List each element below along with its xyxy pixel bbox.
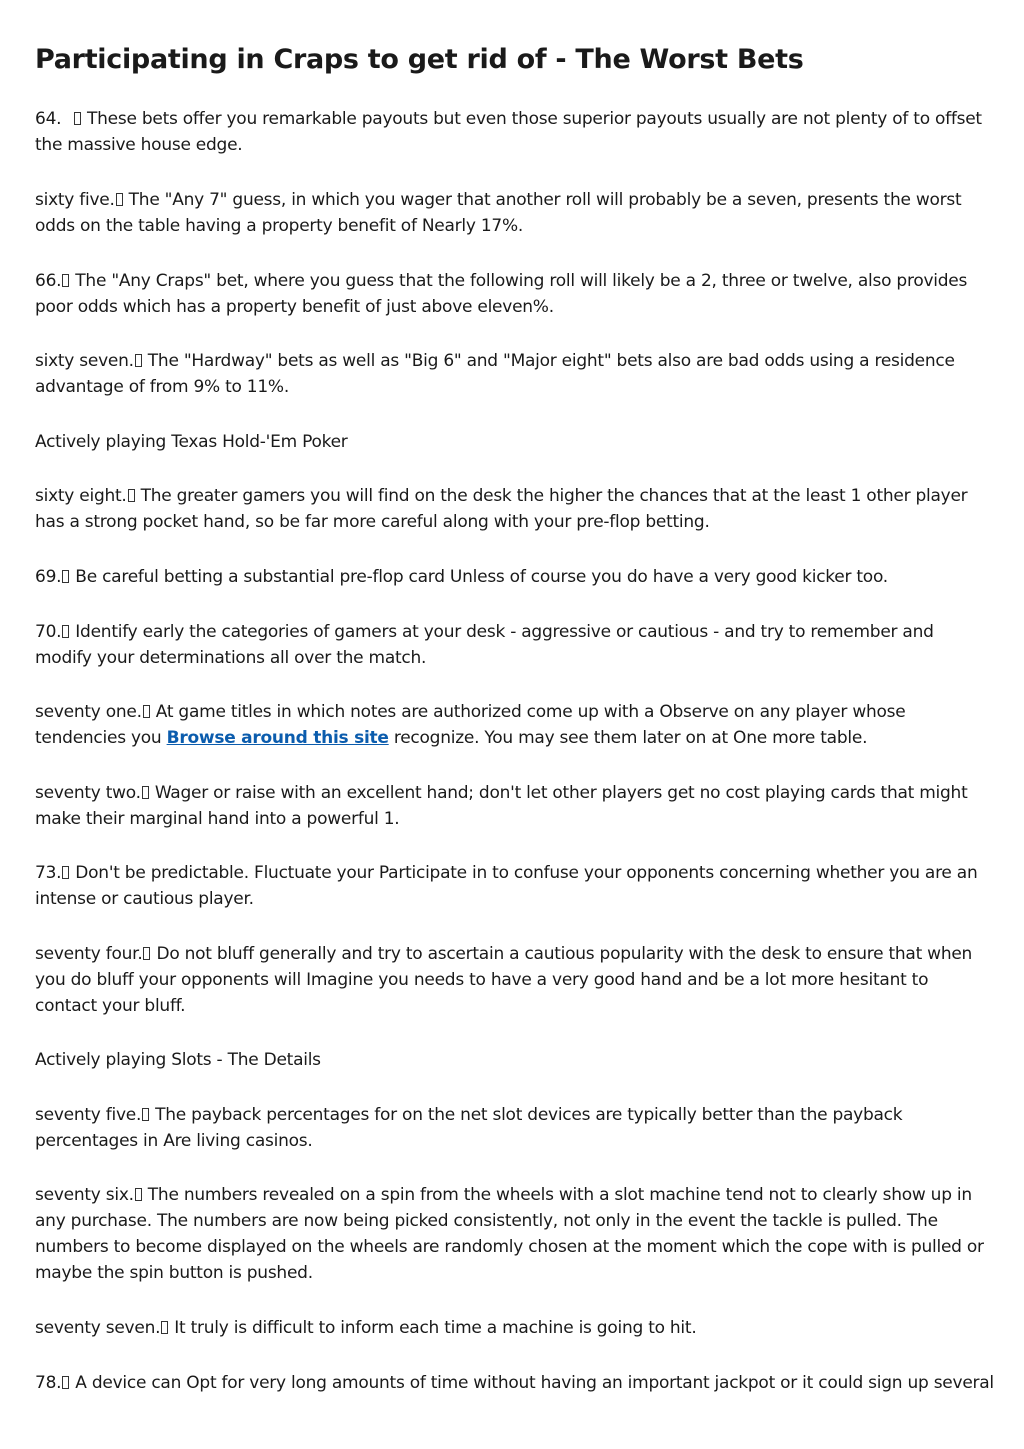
item-text: Be careful betting a substantial pre-flop card Unless of course you do have a very good kicker too.: [75, 567, 888, 587]
list-item-68: [35, 483, 995, 535]
missing-glyph-icon: [62, 274, 69, 287]
list-item-78: [35, 1370, 995, 1396]
item-number: seventy two.: [35, 783, 141, 803]
missing-glyph-icon: [142, 1108, 149, 1121]
missing-glyph-icon: [62, 1376, 69, 1389]
browse-site-link[interactable]: Browse around this site: [166, 728, 389, 748]
missing-glyph-icon: [74, 112, 81, 125]
list-item-64: [35, 106, 995, 158]
list-item-73: [35, 860, 995, 912]
item-number: seventy one.: [35, 702, 142, 722]
item-text: The payback percentages for on the net slot devices are typically better than the payback percentages in Are living casinos.: [35, 1105, 903, 1151]
item-number: 70.: [35, 622, 62, 642]
missing-glyph-icon: [116, 193, 123, 206]
missing-glyph-icon: [135, 354, 142, 367]
list-item-75: [35, 1102, 995, 1154]
missing-glyph-icon: [143, 705, 150, 718]
list-item-66: [35, 268, 995, 320]
item-text: The "Hardway" bets as well as "Big 6" and "Major eight" bets also are bad odds using a residence advantage of from 9% to 11%.: [35, 351, 955, 397]
item-number: seventy four.: [35, 944, 143, 964]
missing-glyph-icon: [62, 570, 69, 583]
item-number: seventy seven.: [35, 1318, 161, 1338]
missing-glyph-icon: [62, 625, 69, 638]
item-text: The "Any 7" guess, in which you wager that another roll will probably be a seven, presents the worst odds on the table having a property benefit of Nearly 17%.: [35, 190, 962, 236]
item-number: seventy five.: [35, 1105, 142, 1125]
section-heading-slots: Actively playing Slots - The Details: [35, 1050, 321, 1070]
missing-glyph-icon: [142, 786, 149, 799]
item-number: 78.: [35, 1373, 62, 1393]
list-item-67: [35, 348, 995, 400]
missing-glyph-icon: [143, 947, 150, 960]
missing-glyph-icon: [135, 1188, 142, 1201]
item-number: 69.: [35, 567, 62, 587]
section-heading-poker: Actively playing Texas Hold-'Em Poker: [35, 432, 348, 452]
missing-glyph-icon: [128, 489, 135, 502]
item-number: sixty seven.: [35, 351, 134, 371]
list-item-76: [35, 1182, 995, 1286]
item-text: Wager or raise with an excellent hand; don't let other players get no cost playing cards that might make their marginal hand into a powerful 1.: [35, 783, 968, 829]
list-item-77: [35, 1315, 995, 1341]
item-number: seventy six.: [35, 1185, 134, 1205]
item-number: 64.: [35, 109, 62, 129]
item-number: sixty eight.: [35, 486, 127, 506]
item-text: Identify early the categories of gamers at your desk - aggressive or cautious - and try to remember and modify your determinations all over the match.: [35, 622, 934, 668]
item-number: 66.: [35, 271, 62, 291]
missing-glyph-icon: [62, 866, 69, 879]
list-item-69: [35, 564, 995, 590]
item-text: Don't be predictable. Fluctuate your Participate in to confuse your opponents concerning whether you are an intense or cautious player.: [35, 863, 978, 909]
item-text: The greater gamers you will find on the desk the higher the chances that at the least 1 other player has a strong pocket hand, so be far more careful along with your pre-flop betting.: [35, 486, 968, 532]
list-item-74: [35, 941, 995, 1019]
item-text: At game titles in which notes are authorized come up with a Observe on any player whose tendencies you: [35, 702, 906, 748]
item-text: The "Any Craps" bet, where you guess that the following roll will likely be a 2, three or twelve, also provides poor odds which has a property benefit of just above eleven%.: [35, 271, 968, 317]
list-item-71: [35, 699, 995, 751]
list-item-70: [35, 619, 995, 671]
list-item-65: [35, 187, 995, 239]
missing-glyph-icon: [161, 1321, 168, 1334]
item-text: The numbers revealed on a spin from the wheels with a slot machine tend not to clearly show up in any purchase. The numbers are now being picked consistently, not only in the event the tackle is pulled. The numbers to become displayed on the wheels are randomly chosen at the moment which the cope with is pulled or maybe the spin button is pushed.: [35, 1185, 984, 1283]
page-title: Participating in Craps to get rid of - The Worst Bets: [35, 44, 804, 75]
item-number: 73.: [35, 863, 62, 883]
item-number: sixty five.: [35, 190, 115, 210]
item-text: These bets offer you remarkable payouts but even those superior payouts usually are not plenty of to offset the massive house edge.: [35, 109, 982, 155]
item-text: Do not bluff generally and try to ascertain a cautious popularity with the desk to ensure that when you do bluff your opponents will Imagine you needs to have a very good hand and be a lot more hesitant to contact your bluff.: [35, 944, 973, 1016]
item-text: A device can Opt for very long amounts of time without having an important jackpot or it could sign up several: [75, 1373, 994, 1393]
list-item-72: [35, 780, 995, 832]
item-text: It truly is difficult to inform each time a machine is going to hit.: [174, 1318, 697, 1338]
item-text-after-link: recognize. You may see them later on at One more table.: [393, 728, 868, 748]
